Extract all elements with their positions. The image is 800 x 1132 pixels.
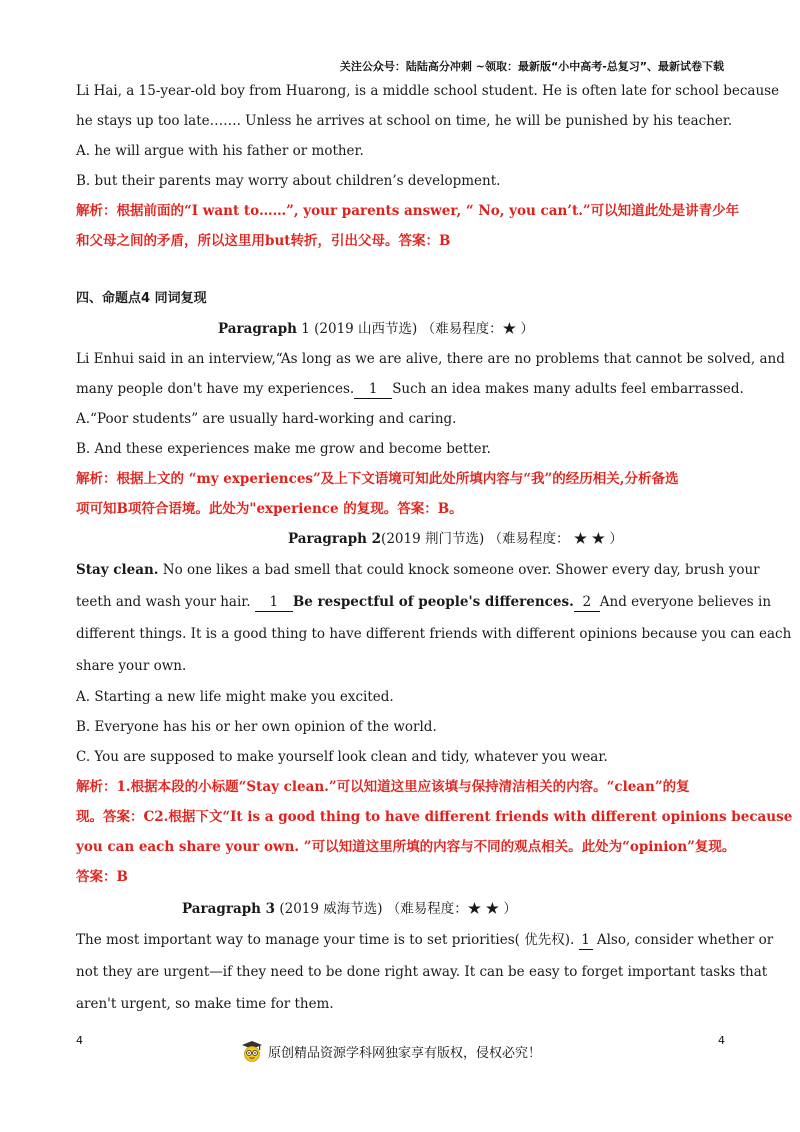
paragraph-label: Paragraph 3 — [182, 901, 276, 917]
text-span: many people don't have my experiences. — [76, 381, 355, 397]
blank-1: 1 — [579, 931, 593, 950]
paragraph-1-title — [76, 314, 724, 344]
option-a: A.“Poor students” are usually hard-working and caring. — [76, 411, 457, 427]
page-content — [76, 76, 793, 1020]
paragraph-3-title — [76, 894, 724, 924]
paragraph-meta: 1 (2019 山西节选) （难易程度：★ ） — [296, 321, 534, 337]
option-b: B. Everyone has his or her own opinion of the world. — [76, 719, 437, 735]
analysis-line: 解析：1.根据本段的小标题“Stay clean.”可以知道这里应该填与保持清洁相关的内容。“clean”的复 — [76, 779, 690, 795]
analysis-line: 答案：B — [76, 869, 128, 885]
analysis-line: 和父母之间的矛盾，所以这里用but转折，引出父母。答案：B — [76, 233, 451, 249]
option-b: B. but their parents may worry about children’s development. — [76, 173, 501, 189]
text-line — [76, 924, 774, 956]
student-mascot-icon — [240, 1040, 264, 1062]
option-a: A. Starting a new life might make you excited. — [76, 689, 394, 705]
copyright-text: 原创精品资源学科网独家享有版权，侵权必究！ — [268, 1045, 542, 1061]
text-line — [76, 586, 772, 618]
subheading: Stay clean. — [76, 562, 159, 578]
text-span: Also, consider whether or — [592, 932, 774, 948]
analysis-line: you can each share your own. ”可以知道这里所填的内容与不同的观点相关。此处为“opinion”复现。 — [76, 839, 736, 855]
page-number-left: 4 — [76, 1034, 83, 1047]
text-line: aren't urgent, so make time for them. — [76, 996, 334, 1012]
text-line: share your own. — [76, 658, 187, 674]
section-title: 四、命题点4 同词复现 — [76, 291, 207, 306]
analysis-line: 项可知B项符合语境。此处为"experience 的复现。答案：B。 — [76, 501, 463, 517]
text-span: The most important way to manage your time is to set priorities( 优先权). — [76, 932, 579, 948]
page-number-right: 4 — [718, 1034, 725, 1047]
option-a: A. he will argue with his father or mother. — [76, 143, 364, 159]
paragraph-meta: (2019 荆门节选) （难易程度： ★ ★ ） — [381, 531, 623, 547]
blank-1: 1 — [354, 380, 392, 399]
blank-2: 2 — [574, 593, 600, 612]
text-line: different things. It is a good thing to have different friends with different opinions because you can each — [76, 626, 792, 642]
text-span: No one likes a bad smell that could knock someone over. Shower every day, brush your — [158, 562, 760, 578]
subheading: Be respectful of people's differences. — [292, 594, 574, 610]
page-header: 关注公众号：陆陆高分冲刺 ~领取：最新版“小中高考-总复习”、最新试卷下载 — [339, 60, 724, 73]
copyright-footer — [240, 1040, 541, 1062]
text-line — [76, 374, 744, 404]
text-line: he stays up too late……. Unless he arrives at school on time, he will be punished by his teacher. — [76, 113, 733, 129]
option-b: B. And these experiences make me grow and become better. — [76, 441, 491, 457]
blank-1: 1 — [255, 593, 293, 612]
paragraph-meta: (2019 威海节选) （难易程度：★ ★ ） — [275, 901, 517, 917]
paragraph-label: Paragraph — [218, 321, 297, 337]
text-span: And everyone believes in — [599, 594, 772, 610]
analysis-line: 解析：根据前面的“I want to……”, your parents answer, “ No, you can’t.”可以知道此处是讲青少年 — [76, 203, 740, 219]
analysis-line: 现。答案：C2.根据下文“It is a good thing to have different friends with different opinions because — [76, 809, 793, 825]
text-line: not they are urgent—if they need to be done right away. It can be easy to forget important tasks that — [76, 964, 768, 980]
text-line — [76, 554, 760, 586]
text-line: Li Enhui said in an interview,“As long as we are alive, there are no problems that cannot be solved, and — [76, 351, 785, 367]
option-c: C. You are supposed to make yourself look clean and tidy, whatever you wear. — [76, 749, 608, 765]
text-line: Li Hai, a 15-year-old boy from Huarong, is a middle school student. He is often late for school because — [76, 83, 780, 99]
analysis-line: 解析：根据上文的 “my experiences”及上下文语境可知此处所填内容与“我”的经历相关,分析备选 — [76, 471, 679, 487]
paragraph-2-title — [76, 524, 724, 554]
text-span: Such an idea makes many adults feel embarrassed. — [392, 381, 744, 397]
paragraph-label: Paragraph 2 — [288, 531, 382, 547]
text-span: teeth and wash your hair. — [76, 594, 255, 610]
